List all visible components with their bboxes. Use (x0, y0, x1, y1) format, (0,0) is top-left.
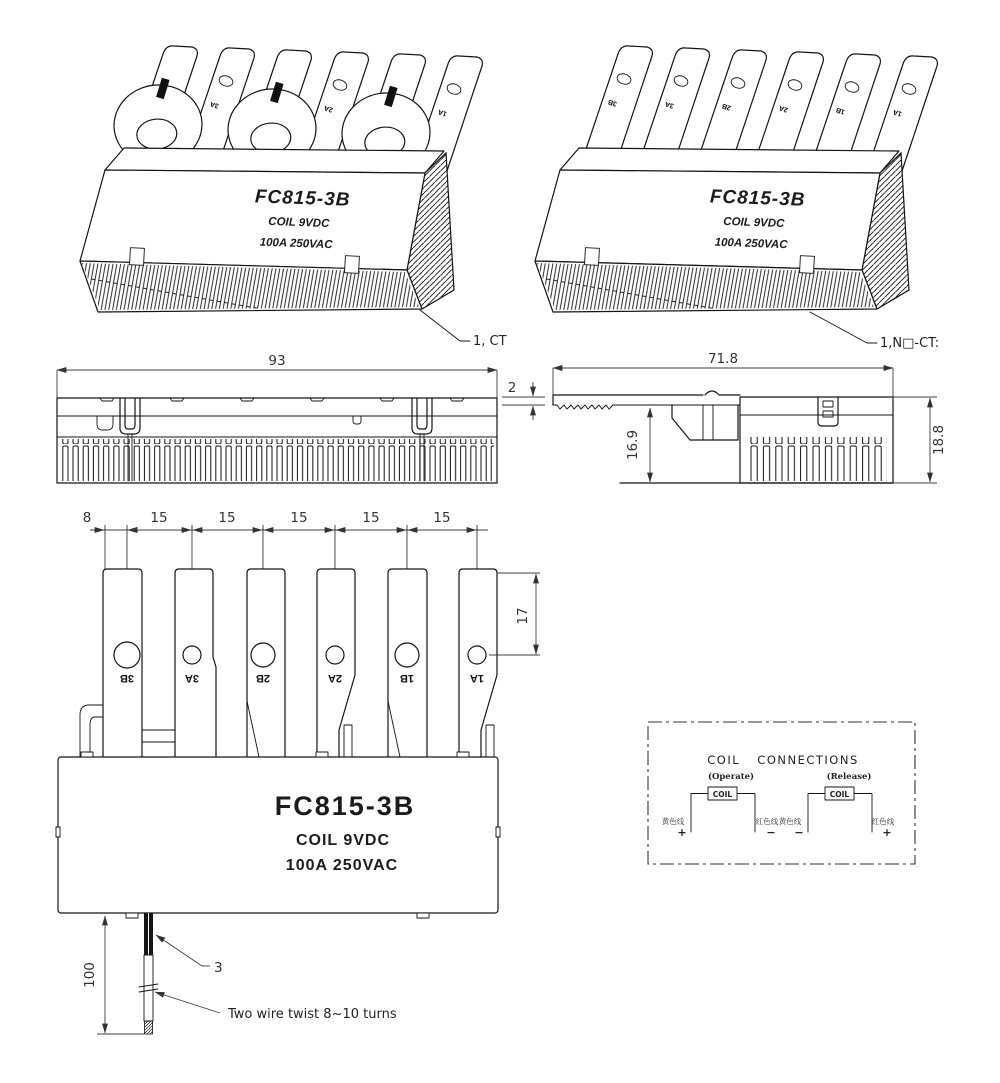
wire-tip (145, 1021, 153, 1034)
leader-line (810, 312, 877, 343)
terminal-label: 1A (469, 672, 485, 684)
operate-label: (Operate) (707, 772, 755, 782)
coil-connections-diagram (645, 718, 925, 870)
relay-body (56, 752, 500, 918)
latch-tab (585, 248, 600, 266)
coil-text: COIL 9VDC (723, 215, 785, 231)
part-outline (57, 398, 497, 483)
dim-overall-width: 93 (268, 353, 286, 369)
dim-wire-length: 100 (82, 962, 98, 988)
blade-profile (553, 391, 740, 409)
dim-blade-top-to-hole: 17 (515, 607, 531, 625)
terminal-label: 1B (835, 105, 846, 116)
top-tab (81, 752, 93, 757)
model-text: FC815-3B (254, 186, 351, 211)
terminal-label: 2A (323, 103, 334, 114)
relay-body (535, 148, 909, 312)
dim-pitch: 15 (150, 510, 168, 526)
terminal-label: 3A (209, 99, 220, 110)
iso-view-with-ct (50, 28, 550, 360)
diagram-title: COIL CONNECTIONS (707, 753, 859, 767)
callout-no-ct: 1,N□-CT: (880, 336, 940, 351)
latch-tab (130, 248, 145, 266)
top-tab (457, 752, 469, 757)
red-wire-label: 红色线 (871, 817, 895, 826)
leader-line (420, 310, 470, 341)
wire-sleeve (144, 955, 153, 1021)
relay-body (80, 148, 454, 312)
body-top-face (105, 148, 444, 173)
polarity-plus: + (677, 826, 687, 839)
dimension-16_9 (625, 408, 650, 482)
side-notch (496, 827, 500, 837)
coil-block (672, 405, 738, 440)
top-tab (316, 752, 328, 757)
release-label: (Release) (826, 772, 872, 782)
dimension-71_8 (553, 352, 893, 397)
terminal-label: 1B (399, 672, 415, 684)
side-notch (56, 827, 60, 837)
coil-text: COIL 9VDC (295, 832, 391, 849)
terminal-label: 2A (778, 103, 789, 114)
fins (62, 439, 494, 481)
callout-wire-number: 3 (214, 960, 223, 976)
polarity-plus: + (882, 826, 892, 839)
dim-body-height: 16.9 (625, 429, 641, 461)
bent-tab (142, 730, 175, 742)
front-view (40, 505, 565, 1067)
dim-pitch: 15 (290, 510, 308, 526)
dim-first-offset: 8 (82, 510, 92, 526)
polarity-minus: − (794, 826, 804, 839)
dim-pitch: 15 (362, 510, 380, 526)
terminal-label: 3B (607, 97, 618, 108)
dim-pitch: 15 (433, 510, 451, 526)
release-circuit (779, 771, 895, 839)
yellow-wire-label: 黄色线 (778, 817, 802, 826)
rating-text: 100A 250VAC (259, 236, 333, 252)
model-text: FC815-3B (274, 791, 416, 821)
dim-blade-thickness: 2 (507, 380, 517, 396)
latch-tab (345, 256, 360, 274)
fins (746, 437, 887, 481)
twist-note: Two wire twist 8~10 turns (228, 1007, 397, 1022)
yellow-wire-label: 黄色线 (661, 817, 685, 826)
callout-twist (155, 992, 397, 1022)
coil-wires (139, 913, 158, 1034)
polarity-minus: − (766, 826, 776, 839)
terminal-label: 1A (437, 107, 448, 118)
callout-ct: 1, CT (473, 334, 507, 349)
terminal-label: 1A (892, 107, 903, 118)
coil-box-label: COIL (829, 790, 850, 799)
terminal-label: 3B (119, 672, 135, 684)
terminal-label: 2A (327, 672, 343, 684)
operate-circuit (662, 771, 779, 839)
diagram-border (648, 722, 915, 864)
terminal-label: 2B (721, 101, 732, 112)
side-view-profile (500, 352, 970, 500)
rating-text: 100A 250VAC (714, 236, 788, 252)
dim-total-height: 18.8 (931, 424, 947, 456)
dimension-2 (502, 380, 545, 420)
rating-text: 100A 250VAC (285, 857, 399, 874)
latch-tab (800, 256, 815, 274)
terminal-blades (80, 569, 497, 757)
iso-view-no-ct (505, 28, 1000, 364)
terminal-label: 2B (255, 672, 271, 684)
dim-profile-width: 71.8 (707, 352, 739, 367)
bent-tab (80, 705, 103, 757)
coil-box-label: COIL (712, 790, 733, 799)
body-profile (620, 397, 893, 483)
terminal-label: 3A (664, 99, 675, 110)
side-view-front (40, 352, 510, 494)
callout-wire (156, 935, 223, 976)
dimension-18_8 (893, 397, 947, 483)
bottom-tab (417, 913, 429, 918)
dimension-100 (82, 916, 144, 1034)
body-top-face (560, 148, 899, 173)
red-wire-label: 红色线 (755, 817, 779, 826)
model-text: FC815-3B (709, 186, 806, 211)
dim-pitch: 15 (218, 510, 236, 526)
dimension-93 (57, 353, 497, 398)
terminal-label: 3A (184, 672, 200, 684)
bottom-tab (126, 913, 138, 918)
coil-text: COIL 9VDC (268, 215, 330, 231)
